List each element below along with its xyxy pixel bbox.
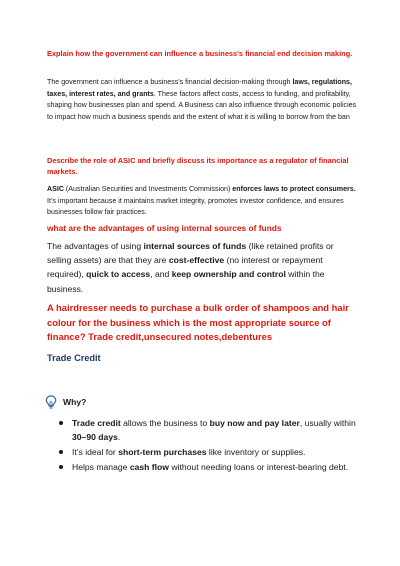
item-text: like inventory or supplies. xyxy=(206,447,306,458)
answer-internal-funds xyxy=(47,239,357,296)
answer-bold: cost-effective xyxy=(168,255,225,266)
answer-heading: Trade Credit xyxy=(47,353,101,363)
list-item xyxy=(72,460,372,474)
answer-text: (Australian Securities and Investments Commission) xyxy=(63,185,233,193)
reasons-list xyxy=(56,416,372,475)
list-item xyxy=(72,416,372,445)
question-asic-role: Describe the role of ASIC and briefly discuss its importance as a regulator of financial markets. xyxy=(47,156,349,176)
answer-text: . These factors affect costs, access to funding, and profitability, shaping how businesses plan and spend. A Business can also influence through economic policies to impact how much a business spends and the extent of what it is willing to borrow from the ban xyxy=(47,89,357,121)
answer-text: , and xyxy=(150,269,172,280)
answer-bold: internal sources of funds xyxy=(143,241,247,251)
item-bold: short-term purchases xyxy=(118,447,207,458)
answer-text: (like retained profits or selling assets) are that they are xyxy=(47,241,334,266)
answer-government-influence xyxy=(47,77,357,123)
answer-bold: laws, regulations, taxes, interest rates, and grants xyxy=(47,78,352,98)
question-hairdresser-finance: A hairdresser needs to purchase a bulk order of shampoos and hair colour for the business which is the most appropriate source of finance? Trade credit,unsecured notes,debentures xyxy=(47,302,349,343)
answer-asic-role xyxy=(47,184,357,219)
why-label: Why? xyxy=(63,397,87,407)
answer-text: The government can influence a business's financial decision-making through xyxy=(47,78,293,86)
item-text: It’s ideal for xyxy=(72,447,119,458)
item-bold: Trade credit xyxy=(72,418,121,428)
item-text: without needing loans or interest-bearing debt. xyxy=(168,461,349,472)
item-bold: buy now and pay later xyxy=(209,418,300,428)
item-bold: 30–90 days xyxy=(72,432,118,443)
lightbulb-icon xyxy=(45,395,57,409)
why-row xyxy=(45,395,86,409)
item-text: , usually within xyxy=(299,418,356,428)
answer-text: within the business. xyxy=(47,269,325,294)
answer-bold: quick to access xyxy=(86,269,151,280)
answer-text: It’s important because it maintains market integrity, promotes investor confidence, and ensures businesses follow fair practices. xyxy=(47,196,344,217)
item-text: allows the business to xyxy=(120,418,210,428)
answer-bold: keep ownership and control xyxy=(171,269,286,280)
item-bold: cash flow xyxy=(129,461,169,472)
answer-text: (no interest or repayment required), xyxy=(47,255,323,280)
item-text: Helps manage xyxy=(72,461,130,472)
list-item xyxy=(72,445,372,459)
answer-bold: ASIC xyxy=(47,185,64,193)
answer-text: The advantages of using xyxy=(47,241,144,251)
item-text: . xyxy=(117,432,121,443)
question-government-influence: Explain how the government can influence a business's financial end decision making. xyxy=(47,49,353,58)
question-internal-funds: what are the advantages of using internal sources of funds xyxy=(47,223,282,233)
answer-bold: enforces laws to protect consumers. xyxy=(232,185,356,193)
